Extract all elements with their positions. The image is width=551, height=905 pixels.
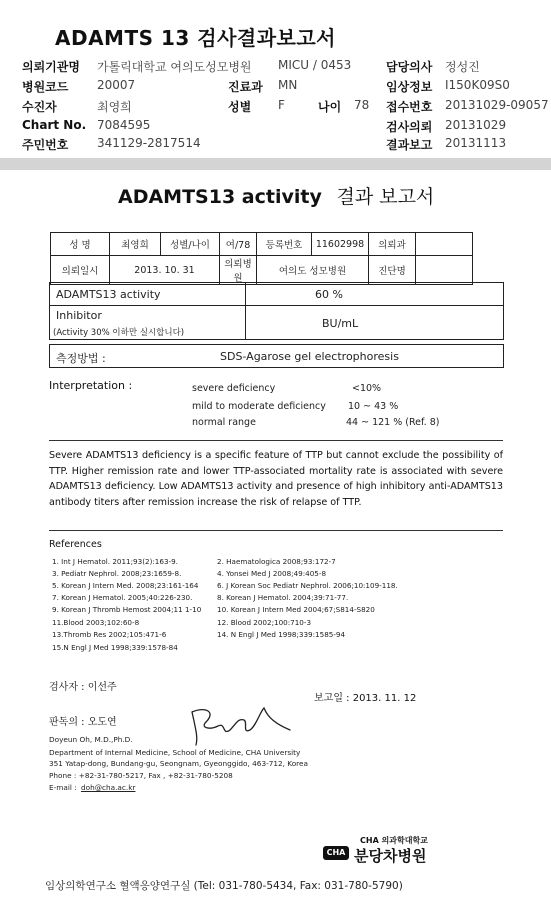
table-cell: 여의도 성모병원 xyxy=(257,256,369,285)
label-hospital-code: 병원코드 xyxy=(22,80,69,94)
value-report-date: 20131113 xyxy=(445,136,507,150)
value-hospital-code: 20007 xyxy=(97,78,136,92)
label-chart-no: Chart No. xyxy=(22,118,87,132)
reference-item: 1. Int J Hematol. 2011;93(2):163-9. xyxy=(52,557,178,566)
label-patient: 수진자 xyxy=(22,100,57,114)
hospital-logo-icon xyxy=(323,846,349,860)
lab-footer: 임상의학연구소 혈액응양연구실 (Tel: 031-780-5434, Fax: 031-780-5790) xyxy=(45,880,403,892)
value-age: 78 xyxy=(354,98,370,112)
label-report-date: 결과보고 xyxy=(386,138,433,152)
interp-name-severe: severe deficiency xyxy=(192,383,276,394)
result-divider xyxy=(245,283,246,305)
activity-result-box xyxy=(49,282,504,306)
value-doctor: 정성진 xyxy=(445,60,480,74)
method-label: 측정방법 : xyxy=(56,352,106,365)
email-line xyxy=(49,783,135,792)
value-clinical-info: I150K09S0 xyxy=(445,78,510,92)
email-link[interactable]: doh@cha.ac.kr xyxy=(80,783,136,792)
inhibitor-label: Inhibitor xyxy=(56,309,102,322)
report-title xyxy=(118,182,434,209)
reference-item: 5. Korean J Intern Med. 2008;23:161-164 xyxy=(52,581,199,590)
value-ward: MICU / 0453 xyxy=(278,58,352,72)
interp-range-normal: 44 ~ 121 % (Ref. 8) xyxy=(346,417,440,428)
table-cell: 성별/나이 xyxy=(161,233,220,256)
table-cell: 의뢰병원 xyxy=(220,256,257,285)
value-patient: 최영희 xyxy=(97,100,132,114)
table-cell xyxy=(416,256,473,285)
table-cell: 등록번호 xyxy=(257,233,312,256)
label-sex: 성별 xyxy=(228,100,252,114)
reference-item: 14. N Engl J Med 1998;339:1585-94 xyxy=(217,630,346,639)
reference-item: 8. Korean J Hematol. 2004;39:71-77. xyxy=(217,593,349,602)
table-cell: 2013. 10. 31 xyxy=(110,256,220,285)
street-address: 351 Yatap-dong, Bundang-gu, Seongnam, Gyeonggido, 463-712, Korea xyxy=(49,759,308,768)
table-cell: 진단명 xyxy=(369,256,416,285)
inhibitor-note: (Activity 30% 이하만 실시합니다) xyxy=(53,328,185,338)
table-row xyxy=(51,256,473,285)
reference-item: 2. Haematologica 2008;93:172-7 xyxy=(217,557,336,566)
report-date: 보고일 : 2013. 11. 12 xyxy=(314,693,417,704)
interp-range-severe: <10% xyxy=(352,383,382,394)
email-label: E-mail : xyxy=(49,783,77,792)
reference-item: 11.Blood 2003;102:60-8 xyxy=(52,618,140,627)
table-cell: 여/78 xyxy=(220,233,257,256)
reviewer: 판독의 : 오도연 xyxy=(49,717,117,728)
table-cell: 의뢰과 xyxy=(369,233,416,256)
phone-fax: Phone : +82-31-780-5217, Fax , +82-31-780-5208 xyxy=(49,771,233,780)
table-cell xyxy=(416,233,473,256)
hospital-logo-text: 분당차병원 xyxy=(354,847,427,865)
interp-name-normal: normal range xyxy=(192,417,256,428)
table-cell: 의뢰일시 xyxy=(51,256,110,285)
label-doctor: 담당의사 xyxy=(386,60,433,74)
result-divider xyxy=(245,306,246,339)
document-title: ADAMTS 13 검사결과보고서 xyxy=(55,26,337,50)
interpretation-paragraph: Severe ADAMTS13 deficiency is a specific feature of TTP but cannot exclude the possibility of TTP. Higher remission rate and lower TTP-associated mortality rate is associated with severe ADAMTS13 deficiency. Low ADAMTS13 activity and presence of high inhibitory anti-ADAMTS13 antibody titers after remission increase the risk of relapse of TTP. xyxy=(49,450,503,508)
reference-item: 6. J Korean Soc Pediatr Nephrol. 2006;10:109-118. xyxy=(217,581,398,590)
examiner: 검사자 : 이선주 xyxy=(49,682,117,693)
label-resident-no: 주민번호 xyxy=(22,138,69,152)
divider-line xyxy=(49,530,503,531)
report-title-en: ADAMTS13 activity xyxy=(118,186,322,208)
report-title-ko: 결과 보고서 xyxy=(336,186,435,208)
doctor-name: Doyeun Oh, M.D.,Ph.D. xyxy=(49,735,133,744)
label-clinical-info: 임상정보 xyxy=(386,80,433,94)
reference-item: 10. Korean J Intern Med 2004;67;S814-S820 xyxy=(217,605,375,614)
value-request-date: 20131029 xyxy=(445,118,507,132)
reference-item: 3. Pediatr Nephrol. 2008;23:1659-8. xyxy=(52,569,182,578)
label-age: 나이 xyxy=(318,100,342,114)
value-chart-no: 7084595 xyxy=(97,118,151,132)
table-cell: 성 명 xyxy=(51,233,110,256)
logo-prefix: CHA xyxy=(326,848,346,857)
value-resident-no: 341129-2817514 xyxy=(97,136,201,150)
table-cell: 최영희 xyxy=(110,233,161,256)
inhibitor-value: BU/mL xyxy=(322,317,359,330)
method-box xyxy=(49,344,504,368)
logo-subtitle: CHA 의과학대학교 xyxy=(360,836,428,845)
references-title: References xyxy=(49,539,102,550)
value-department: MN xyxy=(278,78,298,92)
activity-value: 60 % xyxy=(315,288,343,301)
department-address: Department of Internal Medicine, School of Medicine, CHA University xyxy=(49,748,301,757)
interp-range-mild: 10 ~ 43 % xyxy=(348,401,399,412)
label-receipt-no: 접수번호 xyxy=(386,100,433,114)
reference-item: 9. Korean J Thromb Hemost 2004;11 1-10 xyxy=(52,605,202,614)
reference-item: 4. Yonsei Med J 2008;49:405-8 xyxy=(217,569,327,578)
reference-item: 7. Korean J Hematol. 2005;40:226-230. xyxy=(52,593,193,602)
divider-line xyxy=(49,440,503,441)
inhibitor-result-box xyxy=(49,306,504,340)
reference-item: 15.N Engl J Med 1998;339:1578-84 xyxy=(52,643,178,652)
value-institution: 가톨릭대학교 여의도성모병원 xyxy=(97,60,252,74)
activity-label: ADAMTS13 activity xyxy=(56,288,161,301)
label-department: 진료과 xyxy=(228,80,263,94)
label-institution: 의뢰기관명 xyxy=(22,60,80,74)
interpretation-label: Interpretation : xyxy=(49,379,133,392)
section-divider xyxy=(0,158,551,170)
label-request-date: 검사의뢰 xyxy=(386,120,433,134)
method-value: SDS-Agarose gel electrophoresis xyxy=(220,350,399,363)
value-sex: F xyxy=(278,98,285,112)
signature-icon xyxy=(176,700,296,750)
table-cell: 11602998 xyxy=(312,233,369,256)
reference-item: 12. Blood 2002;100:710-3 xyxy=(217,618,312,627)
value-receipt-no: 20131029-09057 xyxy=(445,98,549,112)
patient-info-table xyxy=(50,232,473,285)
reference-item: 13.Thromb Res 2002;105:471-6 xyxy=(52,630,167,639)
table-row xyxy=(51,233,473,256)
interp-name-mild: mild to moderate deficiency xyxy=(192,401,326,412)
